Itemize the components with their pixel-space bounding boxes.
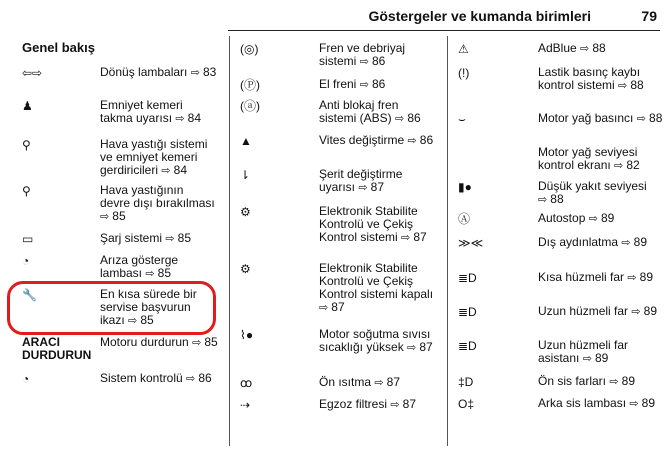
shift-up-icon: ▲ xyxy=(240,134,252,148)
page-reference: ⇨ 86 xyxy=(360,77,386,91)
wrench-icon: 🔧 xyxy=(22,288,37,302)
wrench-highlight-outline xyxy=(7,281,216,335)
indicator-title: Sistem kontrolü ⇨ 86 xyxy=(100,371,212,385)
indicator-title: Anti blokaj fren sistemi (ABS) ⇨ 86 xyxy=(319,98,421,125)
indicator-title: Ön sis farları ⇨ 89 xyxy=(538,374,635,388)
turn-signal-icon: ⇦⇨ xyxy=(22,66,43,80)
page-number: 79 xyxy=(641,8,657,24)
indicator-title: Düşük yakıt seviyesi ⇨ 88 xyxy=(538,179,647,206)
indicator-title: El freni ⇨ 86 xyxy=(319,77,385,91)
indicator-title: Uzun hüzmeli far ⇨ 89 xyxy=(538,304,657,318)
esc-icon: ⚙ xyxy=(240,205,251,219)
page-reference: ⇨ 89 xyxy=(631,304,657,318)
coolant-temperature-icon: ⌇● xyxy=(240,328,254,342)
indicator-title: Motoru durdurun ⇨ 85 xyxy=(100,335,218,349)
esc-off-icon: ⚙ xyxy=(240,262,251,276)
page-reference: ⇨ 85 xyxy=(192,335,218,349)
indicator-title: Dış aydınlatma ⇨ 89 xyxy=(538,235,647,249)
page-reference: ⇨ 87 xyxy=(374,375,400,389)
page-reference: ⇨ 88 xyxy=(580,41,606,55)
page-reference: ⇨ 85 xyxy=(100,209,126,223)
page-reference: ⇨ 89 xyxy=(609,374,635,388)
indicator-title: Şarj sistemi ⇨ 85 xyxy=(100,231,191,245)
indicator-title: Fren ve debriyaj sistemi ⇨ 86 xyxy=(319,41,405,68)
page-reference: ⇨ 89 xyxy=(629,396,655,410)
low-beam-icon: ≣D xyxy=(458,271,477,285)
rear-fog-icon: O‡ xyxy=(458,397,475,411)
page-reference: ⇨ 83 xyxy=(191,65,217,79)
autostop-icon: Ⓐ xyxy=(458,212,471,226)
indicator-title: Emniyet kemeri takma uyarısı ⇨ 84 xyxy=(100,98,201,125)
indicator-title: AdBlue ⇨ 88 xyxy=(538,41,606,55)
page-reference: ⇨ 87 xyxy=(401,230,427,244)
column-divider xyxy=(229,36,230,446)
page-reference: ⇨ 86 xyxy=(395,111,421,125)
low-fuel-icon: ▮● xyxy=(458,180,472,194)
page-reference: ⇨ 82 xyxy=(614,158,640,172)
indicator-title: Hava yastığı sistemi ve emniyet kemeri gerdiricileri ⇨ 84 xyxy=(100,137,207,177)
page-reference: ⇨ 84 xyxy=(161,163,187,177)
page-header xyxy=(0,0,669,32)
indicator-title: Lastik basınç kaybı kontrol sistemi ⇨ 88 xyxy=(538,65,644,92)
exhaust-filter-icon: ⇢ xyxy=(240,398,251,412)
indicator-title: En kısa sürede bir servise başvurun ikazı ⇨ 85 xyxy=(100,287,197,327)
charging-system-icon: ▭ xyxy=(22,232,34,246)
page-reference: ⇨ 85 xyxy=(165,231,191,245)
indicator-title: Ön ısıtma ⇨ 87 xyxy=(319,375,400,389)
indicator-title: Arıza gösterge lambası ⇨ 85 xyxy=(100,253,178,280)
indicator-title: Şerit değiştirme uyarısı ⇨ 87 xyxy=(319,167,402,194)
page-reference: ⇨ 88 xyxy=(637,111,663,125)
page-reference: ⇨ 89 xyxy=(621,235,647,249)
page-reference: ⇨ 89 xyxy=(583,351,609,365)
stop-vehicle-label: ARACI DURDURUN xyxy=(22,335,92,362)
page-reference: ⇨ 89 xyxy=(589,211,615,225)
high-beam-assist-icon: ≣D xyxy=(458,339,477,353)
brake-clutch-fluid-icon: (◎) xyxy=(240,42,259,56)
front-fog-icon: ‡D xyxy=(458,375,474,389)
airbag-deactivation-icon: ⚲ xyxy=(22,184,31,198)
page-reference: ⇨ 87 xyxy=(407,340,433,354)
malfunction-indicator-icon: ◔ xyxy=(22,254,30,268)
page-reference: ⇨ 88 xyxy=(618,78,644,92)
page-reference: ⇨ 85 xyxy=(145,266,171,280)
page-reference: ⇨ 86 xyxy=(360,54,386,68)
page-reference: ⇨ 87 xyxy=(319,300,345,314)
seatbelt-reminder-icon: ♟ xyxy=(22,99,33,113)
page-reference: ⇨ 86 xyxy=(186,371,212,385)
parking-brake-icon: (Ⓟ) xyxy=(240,78,260,92)
page-reference: ⇨ 87 xyxy=(358,180,384,194)
column-divider xyxy=(447,36,448,446)
oil-pressure-icon: ⌣ xyxy=(458,112,466,126)
indicator-title: Elektronik Stabilite Kontrolü ve Çekiş Kontrol sistemi ⇨ 87 xyxy=(319,204,427,244)
page-reference: ⇨ 89 xyxy=(627,270,653,284)
abs-icon: (ⓐ) xyxy=(240,99,260,113)
high-beam-icon: ≣D xyxy=(458,305,477,319)
lane-departure-icon: ⇂ xyxy=(240,168,251,182)
indicator-title: Uzun hüzmeli far asistanı ⇨ 89 xyxy=(538,338,628,365)
page-reference: ⇨ 86 xyxy=(408,133,434,147)
tire-pressure-icon: (!) xyxy=(458,66,470,80)
system-check-icon: ◔ xyxy=(22,372,30,386)
indicator-title: Elektronik Stabilite Kontrolü ve Çekiş Kontrol sistemi kapalı ⇨ 87 xyxy=(319,261,433,314)
indicator-title: Arka sis lambası ⇨ 89 xyxy=(538,396,655,410)
section-title: Genel bakış xyxy=(22,40,95,55)
header-rule xyxy=(228,30,660,31)
indicator-title: Autostop ⇨ 89 xyxy=(538,211,614,225)
page-reference: ⇨ 88 xyxy=(538,192,564,206)
indicator-title: Dönüş lambaları ⇨ 83 xyxy=(100,65,216,79)
indicator-title: Motor soğutma sıvısı sıcaklığı yüksek ⇨ 87 xyxy=(319,327,433,354)
page-reference: ⇨ 84 xyxy=(175,111,201,125)
page-reference: ⇨ 85 xyxy=(128,313,154,327)
indicator-title: Kısa hüzmeli far ⇨ 89 xyxy=(538,270,653,284)
airbag-system-icon: ⚲ xyxy=(22,138,31,152)
indicator-title: Egzoz filtresi ⇨ 87 xyxy=(319,397,416,411)
preheating-icon: ꝏ xyxy=(240,376,253,390)
header-title: Göstergeler ve kumanda birimleri xyxy=(368,8,591,24)
adblue-icon: ⚠ xyxy=(458,42,469,56)
indicator-title: Motor yağ seviyesi kontrol ekranı ⇨ 82 xyxy=(538,145,640,172)
page-reference: ⇨ 87 xyxy=(390,397,416,411)
indicator-title: Hava yastığının devre dışı bırakılması ⇨ 85 xyxy=(100,183,215,223)
exterior-lights-icon: ≫≪ xyxy=(458,236,484,250)
indicator-title: Motor yağ basıncı ⇨ 88 xyxy=(538,111,662,125)
indicator-title: Vites değiştirme ⇨ 86 xyxy=(319,133,433,147)
